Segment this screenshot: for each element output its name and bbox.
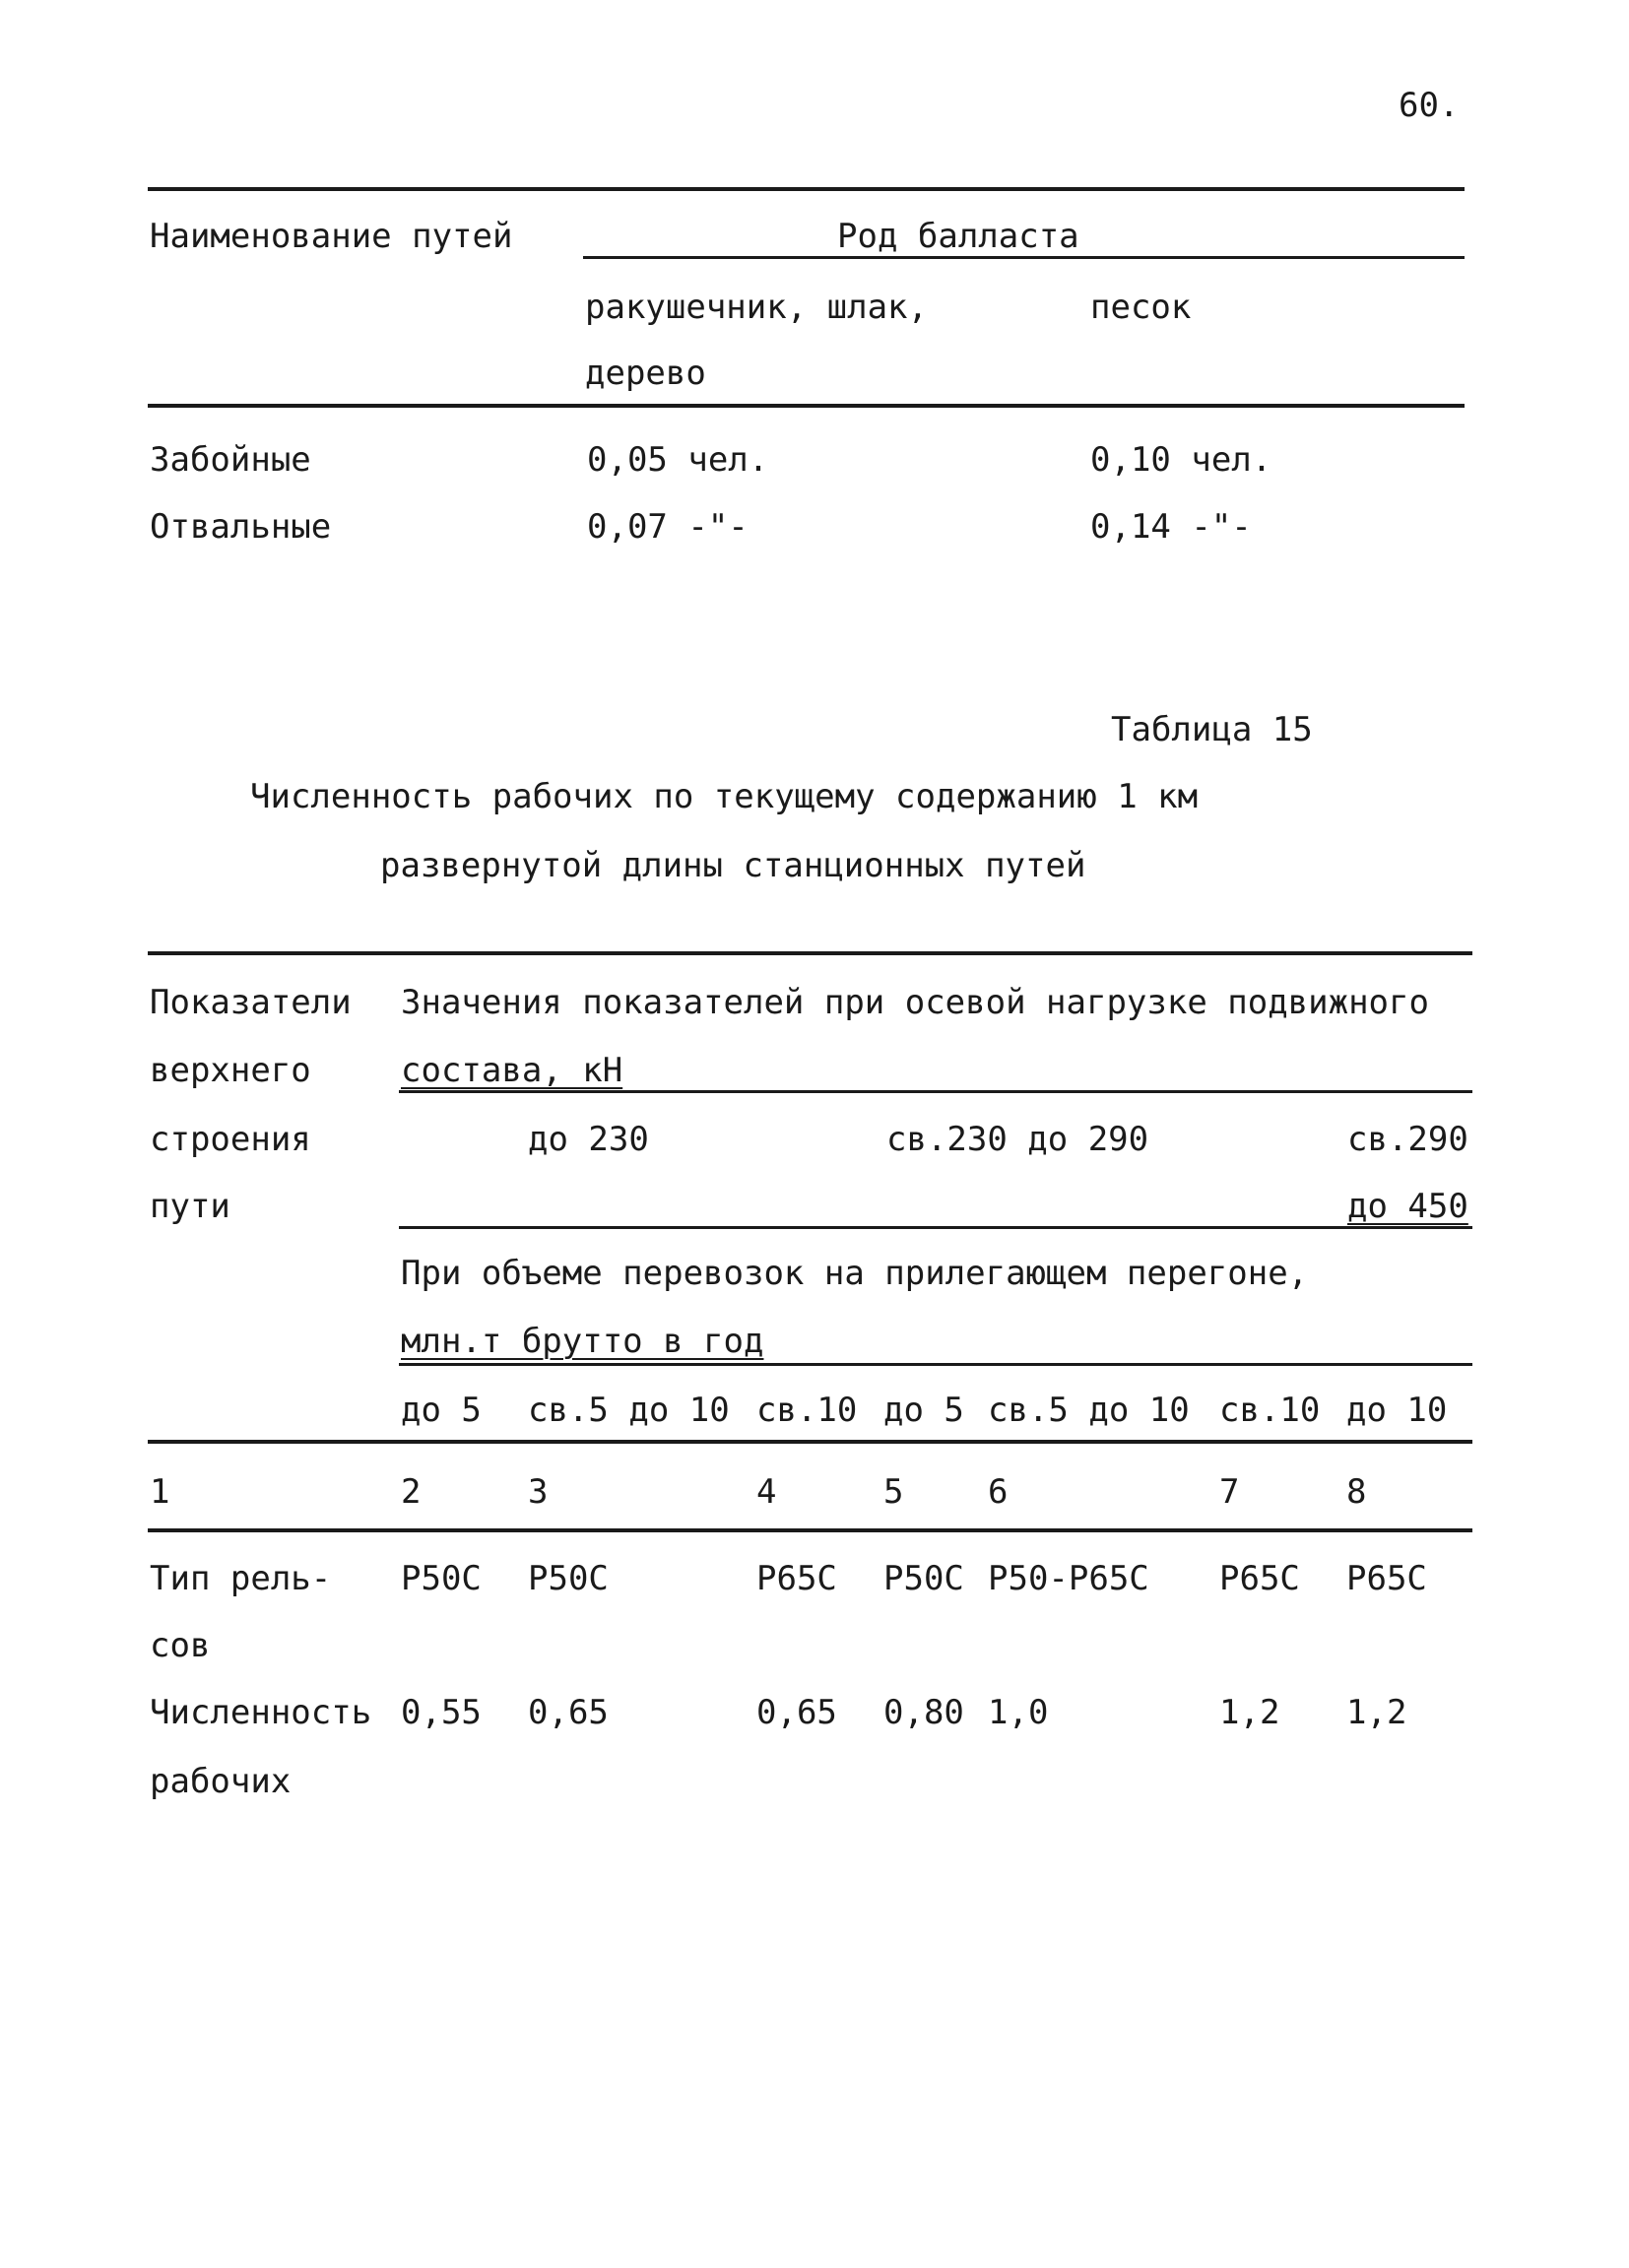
volume-header-rule [399,1363,1472,1366]
stub-line: пути [150,1187,230,1226]
rail-type: Р50-Р65С [988,1559,1149,1598]
table1-header-name: Наименование путей [150,217,513,256]
table1-row-v1: 0,07 -"- [587,507,749,547]
workers-value: 1,0 [988,1693,1049,1732]
rail-type: Р65С [1219,1559,1300,1598]
table1-row-name: Отвальные [150,507,332,547]
table2-top-rule [148,951,1472,955]
workers-value: 0,65 [528,1693,609,1732]
workers-value: 0,55 [401,1693,482,1732]
volume-range: до 10 [1346,1391,1448,1430]
table1-col1-line2: дерево [585,354,706,393]
col-number: 1 [150,1472,170,1512]
table1-row-v1: 0,05 чел. [587,440,769,480]
load-header-line1: Значения показателей при осевой нагрузке подвижного [401,983,1429,1022]
table1-col1-line1: ракушечник, шлак, [585,288,928,327]
load-header-rule [399,1090,1472,1093]
workers-value: 1,2 [1219,1693,1280,1732]
volume-range: св.5 до 10 [528,1391,730,1430]
col-number: 4 [756,1472,777,1512]
table1-top-rule [148,187,1465,191]
col-number: 5 [883,1472,904,1512]
volume-range: св.10 [1219,1391,1321,1430]
volume-range: св.5 до 10 [988,1391,1190,1430]
rail-type: Р50С [401,1559,482,1598]
load-range-rule [399,1226,1472,1229]
workers-label-line2: рабочих [150,1762,292,1801]
stub-line: строения [150,1120,311,1159]
volume-header-line2: млн.т брутто в год [401,1322,764,1361]
load-range: до 450 [1347,1187,1468,1226]
load-range: до 230 [528,1120,649,1159]
col-number: 3 [528,1472,549,1512]
table1-col2: песок [1090,288,1192,327]
col-number: 6 [988,1472,1009,1512]
workers-value: 1,2 [1346,1693,1407,1732]
table1-group-rule [583,256,1465,259]
table-caption: Таблица 15 [1111,710,1313,749]
table-title-line1: Численность рабочих по текущему содержанию 1 км [250,777,1199,816]
table1-row-v2: 0,14 -"- [1090,507,1252,547]
workers-label-line1: Численность [150,1693,372,1732]
table2-numbers-rule [148,1528,1472,1532]
col-number: 2 [401,1472,422,1512]
volume-range: до 5 [401,1391,482,1430]
load-range: св.290 [1347,1120,1468,1159]
rail-type: Р65С [1346,1559,1427,1598]
stub-line: верхнего [150,1051,311,1090]
workers-value: 0,65 [756,1693,837,1732]
table1-row-v2: 0,10 чел. [1090,440,1272,480]
rail-label-line1: Тип рель- [150,1559,332,1598]
volume-range: до 5 [883,1391,964,1430]
table-title-line2: развернутой длины станционных путей [380,846,1086,885]
volume-header-line1: При объеме перевозок на прилегающем перегоне, [401,1254,1309,1293]
load-header-line2: состава, кН [401,1051,623,1090]
col-number: 7 [1219,1472,1240,1512]
workers-value: 0,80 [883,1693,964,1732]
rail-label-line2: сов [150,1626,211,1665]
table1-header-rule [148,404,1465,408]
stub-line: Показатели [150,983,352,1022]
table1-row-name: Забойные [150,440,311,480]
col-number: 8 [1346,1472,1367,1512]
page-number: 60. [1399,86,1460,125]
table1-header-group: Род балласта [837,217,1079,256]
table2-header-rule [148,1440,1472,1444]
load-range: св.230 до 290 [886,1120,1149,1159]
rail-type: Р65С [756,1559,837,1598]
rail-type: Р50С [883,1559,964,1598]
volume-range: св.10 [756,1391,858,1430]
rail-type: Р50С [528,1559,609,1598]
